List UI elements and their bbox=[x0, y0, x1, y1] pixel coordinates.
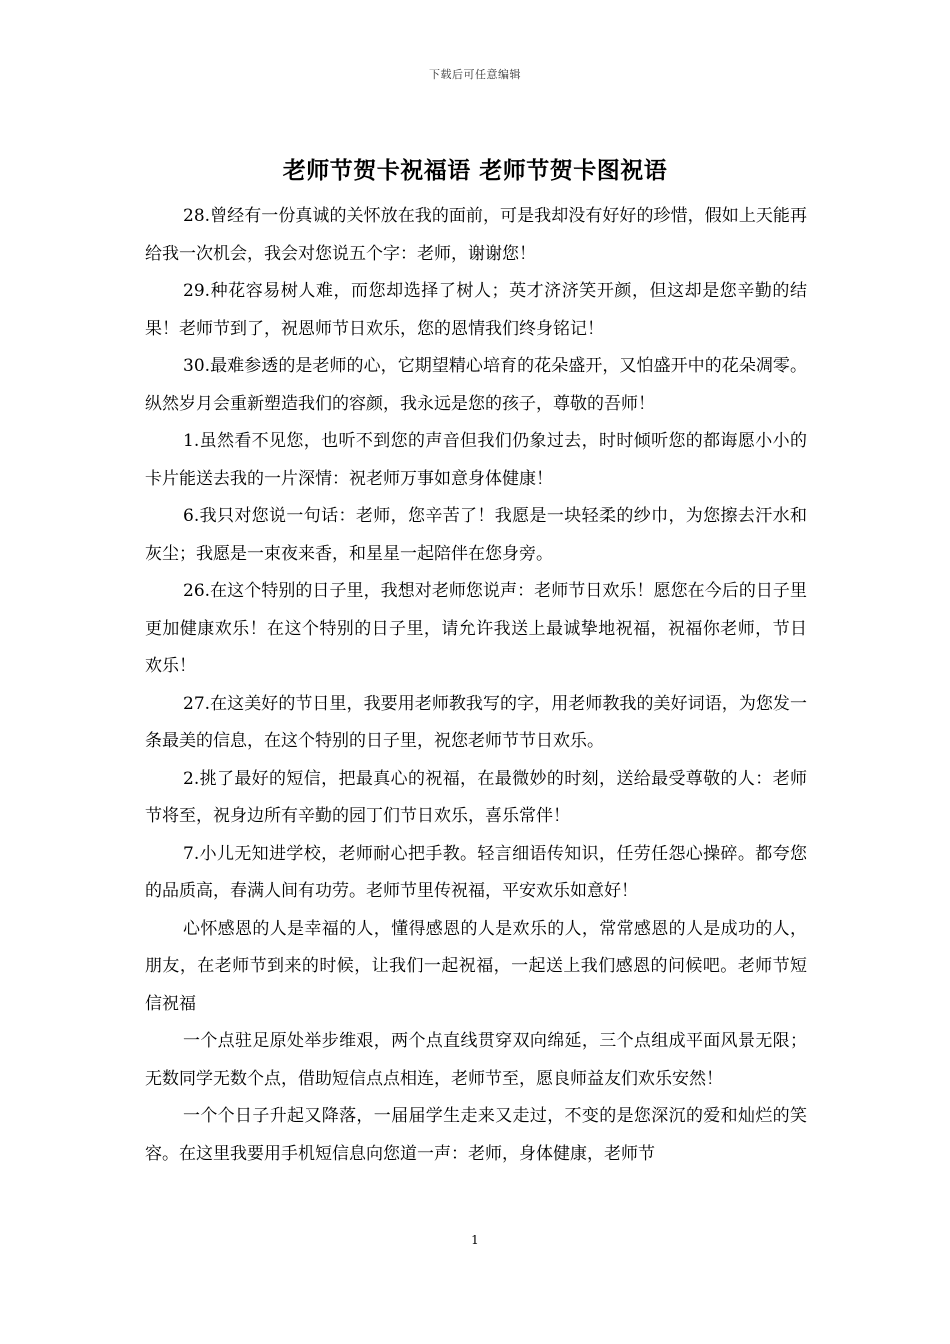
page-header-note: 下载后可任意编辑 bbox=[429, 68, 521, 81]
paragraph-29: 29.种花容易树人难，而您却选择了树人；英才济济笑开颜，但这却是您辛勤的结果！老师节到了，祝恩师节日欢乐，您的恩情我们终身铭记！ bbox=[145, 281, 807, 339]
paragraph-1: 1.虽然看不见您，也听不到您的声音但我们仍象过去，时时倾听您的都诲愿小小的卡片能送去我的一片深情：祝老师万事如意身体健康！ bbox=[145, 431, 807, 489]
paragraph-points: 一个点驻足原处举步维艰，两个点直线贯穿双向绵延，三个点组成平面风景无限；无数同学无数个点，借助短信点点相连，老师节至，愿良师益友们欢乐安然！ bbox=[145, 1031, 807, 1089]
page-number: 1 bbox=[471, 1233, 479, 1247]
paragraph-2: 2.挑了最好的短信，把最真心的祝福，在最微妙的时刻，送给最受尊敬的人：老师节将至，祝身边所有辛勤的园丁们节日欢乐，喜乐常伴！ bbox=[145, 768, 807, 826]
paragraph-27: 27.在这美好的节日里，我要用老师教我写的字，用老师教我的美好词语，为您发一条最美的信息，在这个特别的日子里，祝您老师节节日欢乐。 bbox=[145, 693, 807, 751]
paragraph-gratitude: 心怀感恩的人是幸福的人，懂得感恩的人是欢乐的人，常常感恩的人是成功的人，朋友，在老师节到来的时候，让我们一起祝福，一起送上我们感恩的问候吧。老师节短信祝福 bbox=[145, 918, 807, 1014]
paragraph-7: 7.小儿无知进学校，老师耐心把手教。轻言细语传知识，任劳任怨心操碎。都夸您的品质高，春满人间有功劳。老师节里传祝福，平安欢乐如意好！ bbox=[145, 843, 807, 901]
document-body bbox=[145, 198, 807, 1173]
document-title: 老师节贺卡祝福语 老师节贺卡图祝语 bbox=[282, 157, 668, 184]
paragraph-days: 一个个日子升起又降落，一届届学生走来又走过，不变的是您深沉的爱和灿烂的笑容。在这里我要用手机短信息向您道一声：老师，身体健康，老师节 bbox=[145, 1106, 807, 1164]
paragraph-28: 28.曾经有一份真诚的关怀放在我的面前，可是我却没有好好的珍惜，假如上天能再给我一次机会，我会对您说五个字：老师，谢谢您！ bbox=[145, 206, 807, 264]
paragraph-26: 26.在这个特别的日子里，我想对老师您说声：老师节日欢乐！愿您在今后的日子里更加健康欢乐！在这个特别的日子里，请允许我送上最诚挚地祝福，祝福你老师，节日欢乐！ bbox=[145, 581, 807, 676]
paragraph-6: 6.我只对您说一句话：老师，您辛苦了！我愿是一块轻柔的纱巾，为您擦去汗水和灰尘；我愿是一束夜来香，和星星一起陪伴在您身旁。 bbox=[145, 506, 807, 564]
paragraph-30: 30.最难参透的是老师的心，它期望精心培育的花朵盛开，又怕盛开中的花朵凋零。纵然岁月会重新塑造我们的容颜，我永远是您的孩子，尊敬的吾师！ bbox=[145, 356, 807, 414]
